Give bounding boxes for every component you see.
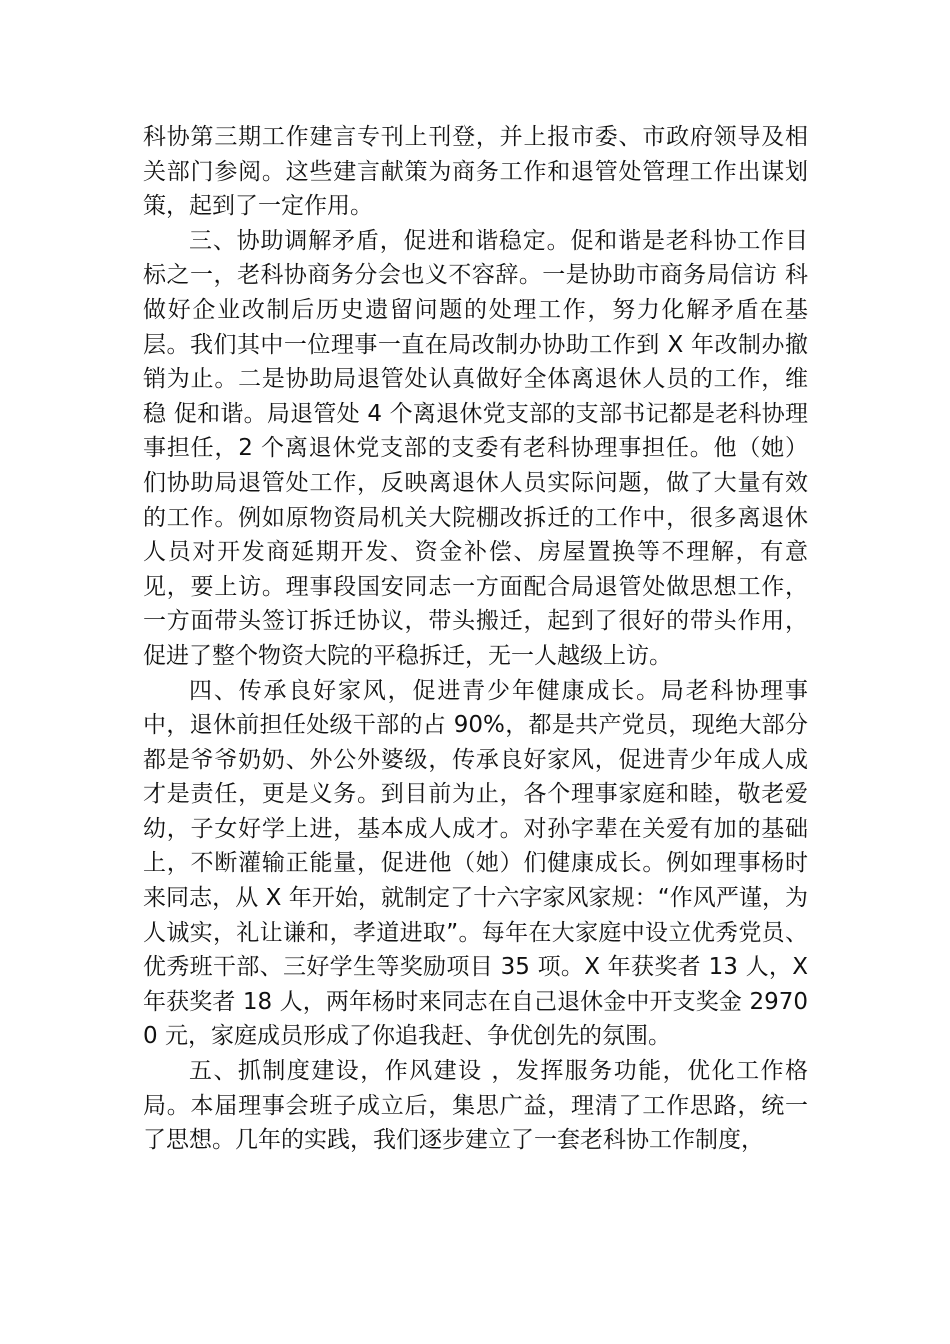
paragraph-section-four: 四、传承良好家风，促进青少年健康成长。局老科协理事中，退休前担任处级干部的占 90%，都是共产党员，现绝大部分都是爷爷奶奶、外公外婆级，传承良好家风，促进青少年成人成才是责任，更是义务。到目前为止，各个理事家庭和睦，敬老爱幼，子女好学上进，基本成人成才。对孙字辈在关爱有加的基础上，不断灌输正能量，促进他（她）们健康成长。例如理事杨时来同志，从 X 年开始，就制定了十六字家风家规：“作风严谨，为人诚实，礼让谦和，孝道进取”。每年在大家庭中设立优秀党员、优秀班干部、三好学生等奖励项目 35 项。X 年获奖者 13 人，X 年获奖者 18 人，两年杨时来同志在自己退休金中开支奖金 29700 元，家庭成员形成了你追我赶、争优创先的氛围。 — [143, 677, 808, 1050]
paragraph-section-three: 三、协助调解矛盾，促进和谐稳定。促和谐是老科协工作目标之一，老科协商务分会也义不容辞。一是协助市商务局信访 科做好企业改制后历史遗留问题的处理工作，努力化解矛盾在基层。我们其中一位理事一直在局改制办协助工作到 X 年改制办撤销为止。二是协助局退管处认真做好全体离退休人员的工作，维稳 促和谐。局退管处 4 个离退休党支部的支部书记都是老科协理事担任，2 个离退休党支部的支委有老科协理事担任。他（她）们协助局退管处工作，反映离退休人员实际问题，做了大量有效的工作。例如原物资局机关大院棚改拆迁的工作中，很多离退休人员对开发商延期开发、资金补偿、房屋置换等不理解，有意见，要上访。理事段国安同志一方面配合局退管处做思想工作，一方面带头签订拆迁协议，带头搬迁，起到了很好的带头作用，促进了整个物资大院的平稳拆迁，无一人越级上访。 — [143, 227, 808, 669]
paragraph-continuation: 科协第三期工作建言专刊上刊登，并上报市委、市政府领导及相关部门参阅。这些建言献策为商务工作和退管处管理工作出谋划策，起到了一定作用。 — [143, 124, 808, 220]
document-body — [143, 120, 808, 1158]
paragraph-section-five: 五、抓制度建设，作风建设 ，发挥服务功能，优化工作格局。本届理事会班子成立后，集思广益，理清了工作思路，统一了思想。几年的实践，我们逐步建立了一套老科协工作制度， — [143, 1058, 808, 1154]
